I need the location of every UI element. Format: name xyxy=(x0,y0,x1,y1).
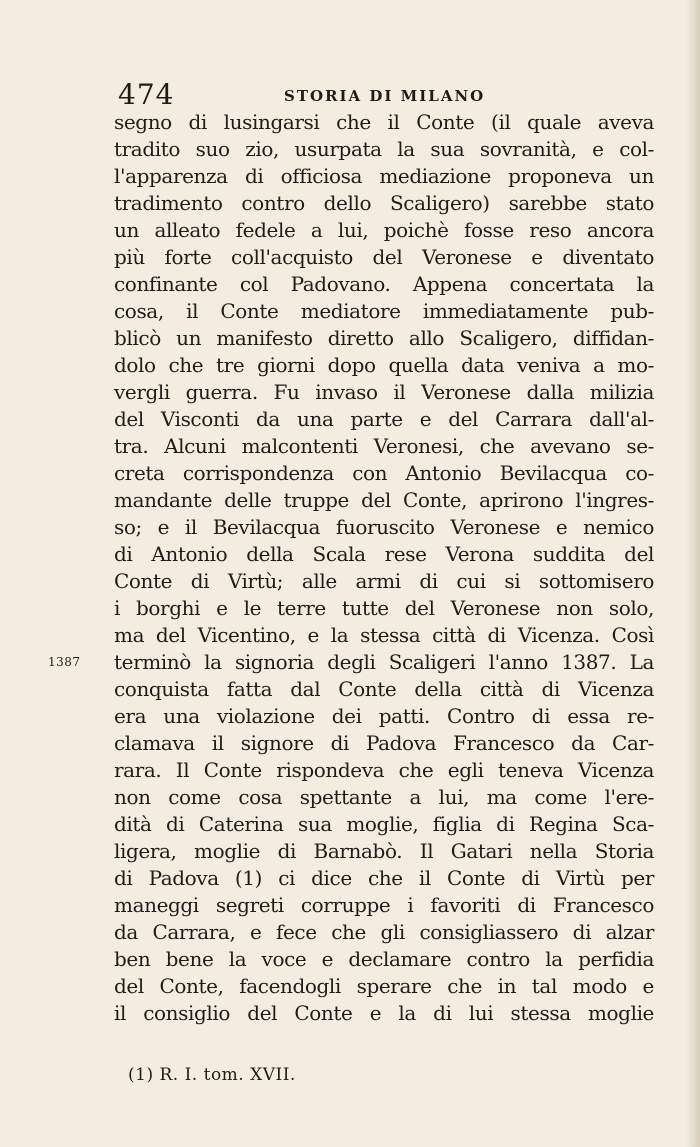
text-line: conquista fatta dal Conte della città di Vicenza xyxy=(114,677,654,701)
text-line: era una violazione dei patti. Contro di essa re- xyxy=(114,704,654,728)
running-head: STORIA DI MILANO xyxy=(284,87,486,105)
body-text xyxy=(114,109,654,1027)
text-line: dolo che tre giorni dopo quella data veniva a mo- xyxy=(114,353,654,377)
page-edge-shadow xyxy=(686,0,700,1147)
text-line: Conte di Virtù; alle armi di cui si sottomisero xyxy=(114,569,654,593)
text-line: creta corrispondenza con Antonio Bevilacqua co- xyxy=(114,461,654,485)
text-line: dità di Caterina sua moglie, figlia di Regina Sca- xyxy=(114,812,654,836)
text-line: vergli guerra. Fu invaso il Veronese dalla milizia xyxy=(114,380,654,404)
text-line: non come cosa spettante a lui, ma come l'ere- xyxy=(114,785,654,809)
text-line: clamava il signore di Padova Francesco da Car- xyxy=(114,731,654,755)
text-line: segno di lusingarsi che il Conte (il quale aveva xyxy=(114,110,654,134)
margin-year-note: 1387 xyxy=(48,655,81,669)
text-line: di Antonio della Scala rese Verona suddita del xyxy=(114,542,654,566)
text-line: mandante delle truppe del Conte, aprirono l'ingres- xyxy=(114,488,654,512)
text-line: cosa, il Conte mediatore immediatamente pub- xyxy=(114,299,654,323)
text-line: da Carrara, e fece che gli consigliassero di alzar xyxy=(114,920,654,944)
text-line: l'apparenza di officiosa mediazione proponeva un xyxy=(114,164,654,188)
text-line: ma del Vicentino, e la stessa città di Vicenza. Così xyxy=(114,623,654,647)
text-line: tra. Alcuni malcontenti Veronesi, che avevano se- xyxy=(114,434,654,458)
page-header xyxy=(118,78,658,112)
page-number: 474 xyxy=(118,78,175,111)
text-line: maneggi segreti corruppe i favoriti di Francesco xyxy=(114,893,654,917)
text-line: blicò un manifesto diretto allo Scaligero, diffidan- xyxy=(114,326,654,350)
text-line: un alleato fedele a lui, poichè fosse reso ancora xyxy=(114,218,654,242)
text-line: ben bene la voce e declamare contro la perfidia xyxy=(114,947,654,971)
text-line: più forte coll'acquisto del Veronese e diventato xyxy=(114,245,654,269)
text-line: ligera, moglie di Barnabò. Il Gatari nella Storia xyxy=(114,839,654,863)
text-line: terminò la signoria degli Scaligeri l'anno 1387. La xyxy=(114,650,654,674)
text-line: del Conte, facendogli sperare che in tal modo e xyxy=(114,974,654,998)
footnote: (1) R. I. tom. XVII. xyxy=(128,1065,296,1085)
text-line: il consiglio del Conte e la di lui stessa moglie xyxy=(114,1001,654,1025)
text-line: confinante col Padovano. Appena concertata la xyxy=(114,272,654,296)
text-line: di Padova (1) ci dice che il Conte di Virtù per xyxy=(114,866,654,890)
text-line: rara. Il Conte rispondeva che egli teneva Vicenza xyxy=(114,758,654,782)
text-line: tradimento contro dello Scaligero) sarebbe stato xyxy=(114,191,654,215)
text-line: so; e il Bevilacqua fuoruscito Veronese e nemico xyxy=(114,515,654,539)
text-line: i borghi e le terre tutte del Veronese non solo, xyxy=(114,596,654,620)
text-line: tradito suo zio, usurpata la sua sovranità, e col- xyxy=(114,137,654,161)
text-line: del Visconti da una parte e del Carrara dall'al- xyxy=(114,407,654,431)
